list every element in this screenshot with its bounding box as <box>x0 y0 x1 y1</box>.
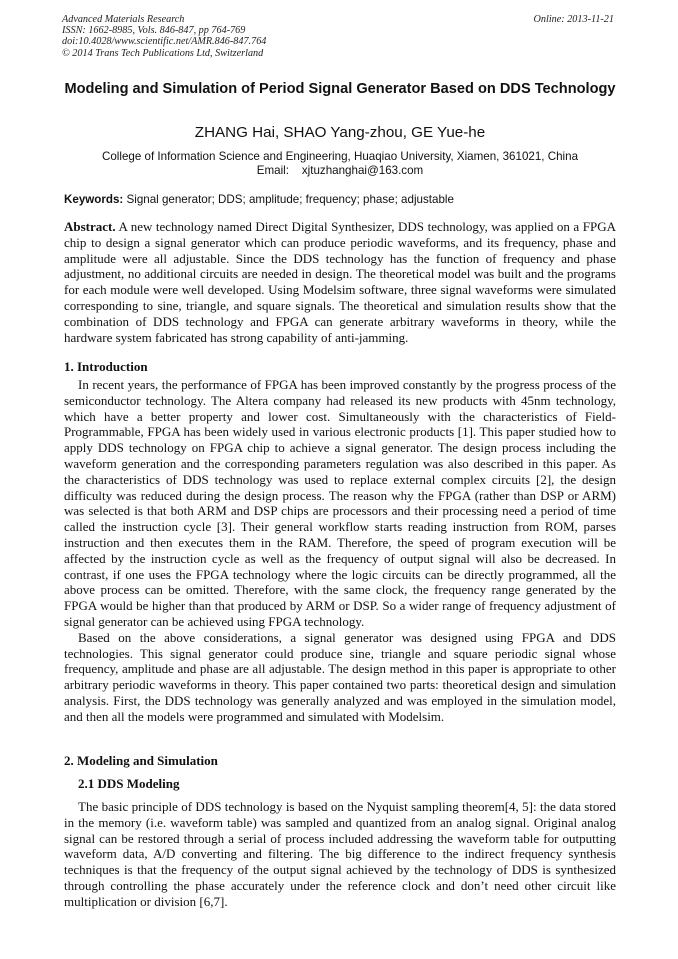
intro-paragraph-2: Based on the above considerations, a signal generator was designed using FPGA and DDS technologies. This signal generator could produce sine, triangle and square periodic signal whose frequency, amplitude and phase are all adjustable. The design method in this paper is appropriate to other arbitrary periodic waveforms in theory. This paper contained two parts: theoretical design and simulation analysis. First, the DDS technology was generally analyzed and was employed in the simulation model, and then all the models were programmed and simulated with Modelsim. <box>64 629 616 724</box>
subsection-2-1-heading: 2.1 DDS Modeling <box>78 776 180 791</box>
section-2-heading: 2. Modeling and Simulation <box>64 753 218 768</box>
abstract-label: Abstract. <box>64 219 116 234</box>
email-address: xjtuzhanghai@163.com <box>301 164 424 177</box>
section-2-body <box>64 799 616 910</box>
section-1-heading: 1. Introduction <box>64 359 148 374</box>
keywords-line <box>64 193 620 207</box>
section-1-body <box>64 377 616 725</box>
intro-paragraph-1: In recent years, the performance of FPGA has been improved constantly by the progress process of the semiconductor technology. The Altera company had released its new products with 45nm technology, which have a better property and lower cost. Simultaneously with the characteristics of Field-Programmable, FPGA has been widely used in various electronic products [1]. This paper studied how to apply DDS technology on FPGA chip to achieve a signal generator. The design process including the waveform generation and the corresponding parameters regulation was also described in this paper. As the characteristics of DDS technology was used to replace external complex circuits [2], the design difficulty was reduced during the design process. The reason why the FPGA (rather than DSP or ARM) was selected is that both ARM and DSP chips are processors and their processing need a period of time called the instruction cycle [3]. Their general workflow starts reading instruction from ROM, parses instruction and then executes them in the RAM. Therefore, the speed of program execution will be affected by the instruction cycle as well as the frequency of output signal will also be decreased. In contrast, if one uses the FPGA technology where the logic circuits can be directly programmed, all the above process can be omitted. Therefore, with the same clock, the frequency range generated by the FPGA would be higher than that produced by ARM or DSP. So a wider range of frequency adjustment of signal generator can be achieved using FPGA technology. <box>64 377 616 629</box>
dds-paragraph-1: The basic principle of DDS technology is based on the Nyquist sampling theorem[4, 5]: the data stored in the memory (i.e. waveform table) was sampled and quantized from an analog signal. Original analog signal can be restored through a serial of process included addressing the waveform table for outputting waveform data, A/D converting and filtering. The big difference to the indirect frequency synthesis techniques is that the frequency of the output signal achieved by the technology of DDS is synthesized through controlling the phase accurately under the reference clock and don’t need other circuit like multiplication or division [6,7]. <box>64 799 616 909</box>
copyright-line: © 2014 Trans Tech Publications Ltd, Switzerland <box>62 47 264 59</box>
keywords-label: Keywords: <box>64 193 124 206</box>
issn-line: ISSN: 1662-8985, Vols. 846-847, pp 764-769 <box>62 25 246 37</box>
doi-line: doi:10.4028/www.scientific.net/AMR.846-847.764 <box>62 36 267 48</box>
keywords-text: Signal generator; DDS; amplitude; frequency; phase; adjustable <box>126 193 454 206</box>
online-date: Online: 2013-11-21 <box>533 14 614 25</box>
affiliation-block <box>62 150 618 178</box>
email-line <box>62 164 618 178</box>
paper-title: Modeling and Simulation of Period Signal Generator Based on DDS Technology <box>64 81 616 97</box>
affiliation: College of Information Science and Engineering, Huaqiao University, Xiamen, 361021, China <box>101 150 579 163</box>
journal-header <box>62 14 618 59</box>
journal-name: Advanced Materials Research <box>62 14 185 25</box>
abstract <box>64 219 616 345</box>
abstract-text: A new technology named Direct Digital Synthesizer, DDS technology, was applied on a FPGA chip to design a signal generator which can produce periodic waveforms, and its frequency, phase and amplitude were all adjustable. Since the DDS technology has the function of frequency and phase adjustment, no additional circuits are needed in design. The theoretical model was built and the programs for each module were well developed. Using Modelsim software, three signal waveforms were simulated corresponding to sine, triangle, and square signals. The theoretical and simulation results show that the combination of DDS technology and FPGA can generate arbitrary waveforms in theory, while the hardware system fabricated has strong capability of anti-jamming. <box>64 219 616 345</box>
paper-authors: ZHANG Hai, SHAO Yang-zhou, GE Yue-he <box>194 124 486 141</box>
email-label: Email: <box>256 164 289 177</box>
